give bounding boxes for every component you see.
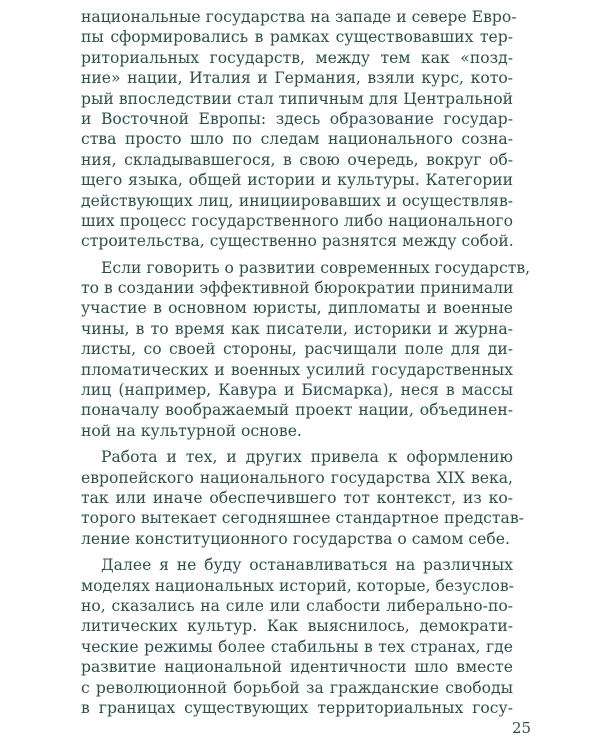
text-line: ших процесс государственного либо национального: [81, 211, 513, 230]
text-line: пломатических и военных усилий государственных: [81, 360, 513, 379]
text-line: Далее я не буду останавливаться на различных: [101, 556, 513, 575]
text-line: Если говорить о развитии современных государств,: [101, 258, 531, 277]
text-line: ства просто шло по следам национального созна-: [81, 130, 513, 149]
text-line: действующих лиц, инициировавших и осуществляв-: [81, 191, 513, 210]
text-line: щего языка, общей истории и культуры. Категории: [81, 171, 513, 190]
text-line: в границах существующих территориальных госу-: [81, 698, 513, 717]
text-line: ческие режимы более стабильны в тех странах, где: [81, 637, 513, 656]
text-line: но, сказались на силе или слабости либерально-по-: [81, 596, 513, 615]
page-number: 25: [512, 719, 532, 737]
text-line: Работа и тех, и других привела к оформлению: [101, 448, 513, 467]
text-line: европейского национального государства XIX века,: [81, 468, 513, 487]
text-line: рый впоследствии стал типичным для Центральной: [81, 89, 513, 108]
text-line: развитие национальной идентичности шло вместе: [81, 658, 513, 677]
text-line: национальные государства на западе и севере Евро-: [81, 8, 517, 26]
text-line: ния, складывавшегося, в свою очередь, вокруг об-: [81, 150, 513, 169]
paragraph-1: [81, 7, 517, 252]
body-text: [81, 7, 531, 724]
text-line: ление конституционного государства о самом себе.: [81, 529, 510, 548]
paragraph-4: [81, 555, 513, 718]
text-line: торого вытекает сегодняшнее стандартное представ-: [81, 509, 524, 528]
text-line: пы сформировались в рамках существовавших тер-: [81, 28, 513, 47]
text-line: ной на культурной основе.: [81, 421, 302, 440]
text-line: и Восточной Европы: здесь образование государ-: [81, 109, 513, 128]
text-line: то в создании эффективной бюрократии принимали: [81, 279, 514, 298]
text-line: участие в основном юристы, дипломаты и военные: [81, 299, 513, 318]
text-line: листы, со своей стороны, расчищали поле для ди-: [81, 340, 513, 359]
text-line: ние» нации, Италия и Германия, взяли курс, кото-: [81, 69, 513, 88]
text-line: литических культур. Как выяснилось, демократи-: [81, 617, 513, 636]
paragraph-2: [81, 258, 531, 442]
text-line: лиц (например, Кавура и Бисмарка), неся в массы: [81, 381, 513, 400]
text-line: риториальных государств, между тем как «позд-: [81, 48, 513, 67]
paragraph-3: [81, 447, 524, 549]
text-line: моделях национальных историй, которые, безуслов-: [81, 576, 514, 595]
text-line: поначалу воображаемый проект нации, объединен-: [81, 401, 513, 420]
text-line: строительства, существенно разнятся между собой.: [81, 232, 514, 251]
text-line: чины, в то время как писатели, историки и журна-: [81, 319, 513, 338]
text-line: с революционной борьбой за гражданские свободы: [81, 678, 513, 697]
text-line: так или иначе обеспечившего тот контекст, из ко-: [81, 488, 513, 507]
